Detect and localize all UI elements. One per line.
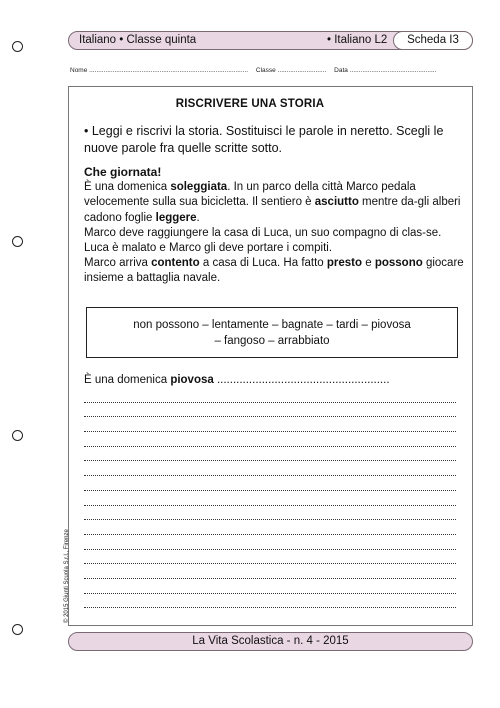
answer-line[interactable] xyxy=(84,447,456,462)
story-text xyxy=(84,165,464,287)
answer-line[interactable] xyxy=(84,506,456,521)
binder-hole-1 xyxy=(12,41,23,52)
story-paragraph-1: È una domenica soleggiata. In un parco della città Marco pedala velocemente sulla sua bicicletta. Il sentiero è asciutto mentre da-gli alberi cadono foglie leggere. xyxy=(84,181,461,224)
nome-label: Nome xyxy=(70,67,88,74)
answer-line[interactable] xyxy=(84,476,456,491)
answer-line[interactable] xyxy=(84,535,456,550)
answer-line[interactable] xyxy=(84,403,456,418)
binder-hole-3 xyxy=(12,430,23,441)
binder-hole-4 xyxy=(12,624,23,635)
story-paragraph-2: Marco deve raggiungere la casa di Luca, un suo compagno di clas-se. Luca è malato e Marco gli deve portare i compiti. xyxy=(84,226,442,255)
story-paragraph-3: Marco arriva contento a casa di Luca. Ha fatto presto e possono giocare insieme a battaglia navale. xyxy=(84,257,464,285)
answer-line[interactable] xyxy=(84,520,456,535)
data-label: Data xyxy=(334,67,348,74)
copyright-text: © 2015 Giunti Scuola S.r.l., Firenze xyxy=(64,529,70,623)
answer-line[interactable] xyxy=(84,594,456,609)
bold-word-leggere: leggere xyxy=(155,211,197,224)
answer-lines[interactable] xyxy=(84,388,456,608)
answer-line[interactable] xyxy=(84,579,456,594)
answer-first-line[interactable]: È una domenica piovosa ...................................................... xyxy=(84,374,390,386)
answer-bold-word: piovosa xyxy=(170,374,214,386)
answer-line[interactable] xyxy=(84,388,456,403)
student-info-line xyxy=(70,67,436,74)
answer-line[interactable] xyxy=(84,461,456,476)
bold-word-contento: contento xyxy=(151,257,200,270)
answer-line[interactable] xyxy=(84,491,456,506)
word-choices-line-1: non possono – lentamente – bagnate – tardi – piovosa xyxy=(133,319,411,331)
instruction-text: • Leggi e riscrivi la storia. Sostituisci le parole in neretto. Scegli le nuove parole fra quelle scritte sotto. xyxy=(84,124,444,155)
footer-bar: La Vita Scolastica - n. 4 - 2015 xyxy=(68,632,473,651)
classe-field[interactable]: ........................... xyxy=(277,67,327,74)
word-choices-box xyxy=(86,307,458,358)
bold-word-possono: possono xyxy=(374,257,423,270)
word-choices-line-2: – fangoso – arrabbiato xyxy=(214,335,330,347)
answer-line[interactable] xyxy=(84,432,456,447)
data-field[interactable]: ................................................ xyxy=(349,67,437,74)
subject-label: Italiano • Classe quinta xyxy=(79,34,197,46)
story-title: Che giornata! xyxy=(84,165,162,179)
header-bar xyxy=(68,31,473,50)
bold-word-soleggiata: soleggiata xyxy=(170,181,228,194)
worksheet-title: RISCRIVERE UNA STORIA xyxy=(175,98,325,110)
scheda-badge: Scheda I3 xyxy=(393,31,473,50)
nome-field[interactable]: ........................................................................................ xyxy=(89,67,249,74)
answer-line[interactable] xyxy=(84,417,456,432)
binder-hole-2 xyxy=(12,236,23,247)
classe-label: Classe xyxy=(255,67,276,74)
bold-word-presto: presto xyxy=(326,257,363,270)
language-label: • Italiano L2 xyxy=(327,34,388,46)
bold-word-asciutto: asciutto xyxy=(314,196,359,209)
answer-line[interactable] xyxy=(84,564,456,579)
answer-line[interactable] xyxy=(84,550,456,565)
